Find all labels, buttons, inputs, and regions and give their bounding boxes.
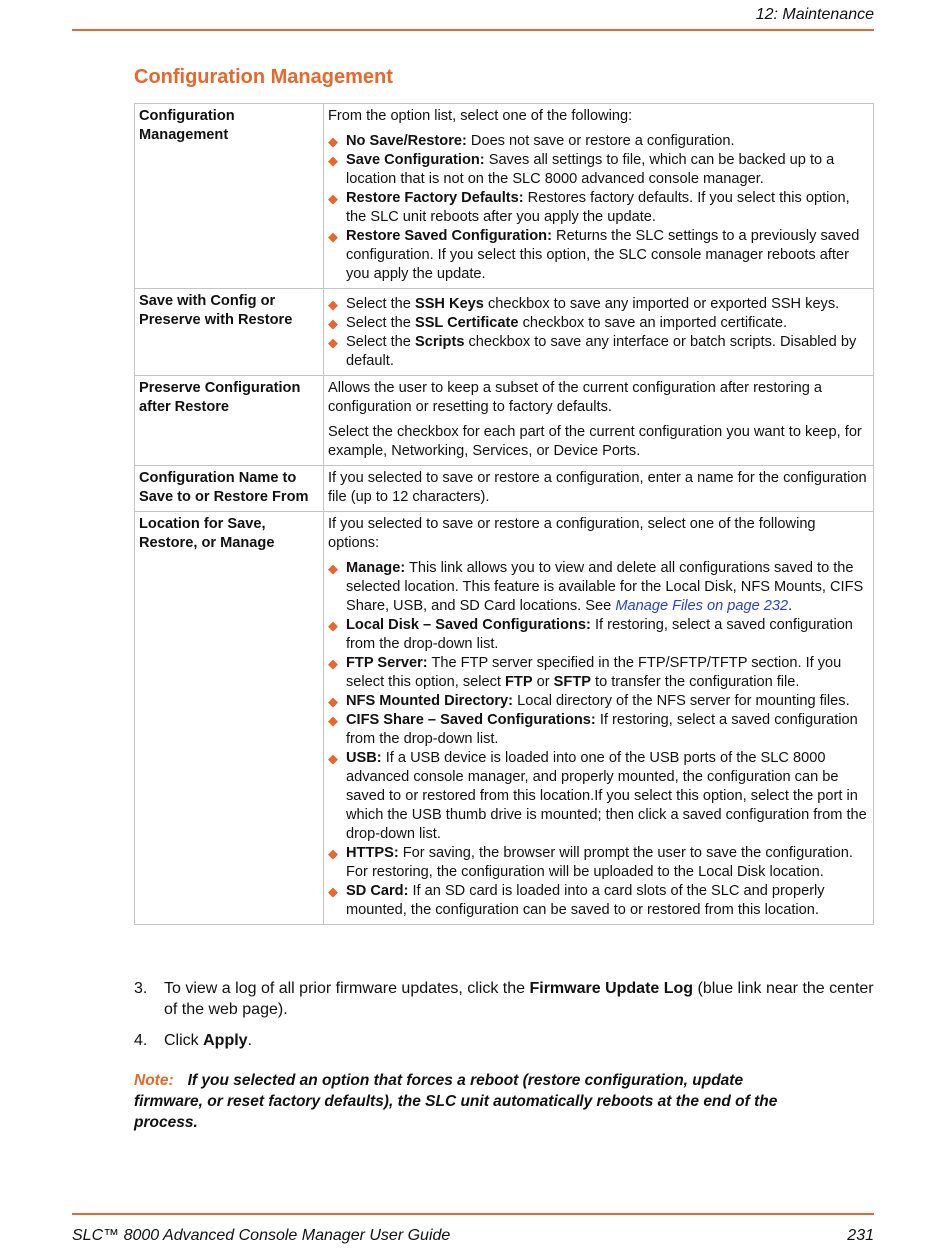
bullet-list (328, 295, 869, 371)
item-term: Scripts (414, 334, 465, 350)
table-row (135, 376, 874, 466)
diamond-bullet-icon: ◆ (328, 713, 338, 728)
step-4 (134, 1030, 874, 1051)
step-3 (134, 978, 874, 1020)
list-item (328, 314, 869, 333)
item-text: Saves all settings to file, which can be backed up to a location that is not on the SLC 8000 advanced console manager. (346, 152, 835, 187)
item-text: Restores factory defaults. If you select this option, the SLC unit reboots after you apply the update. (346, 190, 850, 225)
item-term: SSL Certificate (414, 315, 519, 331)
list-item (328, 692, 869, 711)
diamond-bullet-icon: ◆ (328, 846, 338, 861)
item-text: Does not save or restore a configuration. (466, 133, 735, 149)
item-text: or (532, 674, 554, 690)
header-rule (72, 29, 874, 31)
footer-title: SLC™ 8000 Advanced Console Manager User Guide (72, 1227, 451, 1244)
note-label: Note: (134, 1072, 174, 1089)
diamond-bullet-icon: ◆ (328, 297, 338, 312)
item-term: FTP (505, 674, 533, 690)
item-term: NFS Mounted Directory: (346, 693, 514, 709)
firmware-update-log-label: Firmware Update Log (529, 980, 694, 997)
row-description (324, 466, 874, 512)
step-text-end: . (247, 1032, 253, 1049)
list-item (328, 559, 869, 616)
list-item (328, 616, 869, 654)
chapter-header: 12: Maintenance (755, 6, 874, 23)
diamond-bullet-icon: ◆ (328, 884, 338, 899)
item-term: CIFS Share – Saved Configurations: (346, 712, 596, 728)
list-item (328, 189, 869, 227)
list-item (328, 151, 869, 189)
diamond-bullet-icon: ◆ (328, 656, 338, 671)
row-label: Configuration Management (135, 104, 324, 289)
item-term: HTTPS: (346, 845, 399, 861)
item-term: No Save/Restore: (346, 133, 467, 149)
item-text: If restoring, select a saved configuration from the drop-down list. (346, 712, 858, 747)
item-term: USB: (346, 750, 382, 766)
table-row (135, 289, 874, 376)
item-text: If restoring, select a saved configuration from the drop-down list. (346, 617, 853, 652)
table-row (135, 104, 874, 289)
diamond-bullet-icon: ◆ (328, 751, 338, 766)
item-text: For saving, the browser will prompt the user to save the configuration. For restoring, the configuration will be uploaded to the Local Disk location. (346, 845, 853, 880)
item-text: This link allows you to view and delete all configurations saved to the selected location. This feature is available for the Local Disk, NFS Mounts, CIFS Share, USB, and SD Card locations. See (346, 560, 864, 614)
diamond-bullet-icon: ◆ (328, 335, 338, 350)
configuration-table (134, 103, 874, 925)
diamond-bullet-icon: ◆ (328, 316, 338, 331)
row-label: Configuration Name to Save to or Restore From (135, 466, 324, 512)
bullet-list (328, 559, 869, 920)
list-item (328, 654, 869, 692)
diamond-bullet-icon: ◆ (328, 694, 338, 709)
bullet-list (328, 132, 869, 284)
item-text: The FTP server specified in the FTP/SFTP/TFTP section. If you select this option, select (346, 655, 842, 690)
item-term: SSH Keys (414, 296, 484, 312)
item-term: Restore Saved Configuration: (346, 228, 552, 244)
step-number: 4. (134, 1032, 148, 1049)
diamond-bullet-icon: ◆ (328, 191, 338, 206)
row-label: Save with Config or Preserve with Restore (135, 289, 324, 376)
list-item (328, 844, 869, 882)
item-text: Local directory of the NFS server for mounting files. (513, 693, 850, 709)
page-number: 231 (847, 1227, 874, 1244)
step-text: To view a log of all prior firmware updates, click the (164, 980, 530, 997)
manage-files-link[interactable]: Manage Files on page 232 (615, 598, 789, 614)
item-text: checkbox to save any imported or exported SSH keys. (483, 296, 840, 312)
description-paragraph: If you selected to save or restore a configuration, enter a name for the configuration file (up to 12 characters). (328, 470, 867, 505)
description-paragraph: Select the checkbox for each part of the current configuration you want to keep, for example, Networking, Services, or Device Ports. (328, 424, 862, 459)
item-text: checkbox to save an imported certificate. (518, 315, 788, 331)
row-description (324, 289, 874, 376)
diamond-bullet-icon: ◆ (328, 229, 338, 244)
list-item (328, 882, 869, 920)
description-paragraph: From the option list, select one of the following: (328, 108, 633, 124)
step-text-end: (blue link near the center of the web page). (164, 980, 874, 1018)
footer-rule (72, 1213, 874, 1215)
row-description (324, 512, 874, 925)
item-term: Manage: (346, 560, 406, 576)
description-paragraph: Allows the user to keep a subset of the current configuration after restoring a configuration or resetting to factory defaults. (328, 380, 823, 415)
row-label: Location for Save, Restore, or Manage (135, 512, 324, 925)
note-text: If you selected an option that forces a reboot (restore configuration, update firmware, or reset factory defaults), the SLC unit automatically reboots at the end of the process. (134, 1072, 778, 1131)
description-paragraph: If you selected to save or restore a configuration, select one of the following options: (328, 516, 816, 551)
note (134, 1070, 814, 1133)
item-term: SD Card: (346, 883, 409, 899)
item-text: checkbox to save any interface or batch scripts. Disabled by default. (346, 334, 857, 369)
item-term: Local Disk – Saved Configurations: (346, 617, 591, 633)
diamond-bullet-icon: ◆ (328, 618, 338, 633)
item-text: If an SD card is loaded into a card slots of the SLC and properly mounted, the configuration can be saved to or restored from this location. (346, 883, 825, 918)
row-description (324, 376, 874, 466)
item-term: FTP Server: (346, 655, 428, 671)
item-text: Returns the SLC settings to a previously saved configuration. If you select this option, the SLC console manager reboots after you apply the update. (346, 228, 860, 282)
apply-label: Apply (203, 1032, 248, 1049)
item-text: Select the (346, 315, 415, 331)
section-title: Configuration Management (134, 66, 393, 88)
list-item (328, 749, 869, 844)
item-term: SFTP (553, 674, 591, 690)
steps-list (134, 978, 874, 1061)
diamond-bullet-icon: ◆ (328, 561, 338, 576)
table-row (135, 512, 874, 925)
item-term: Save Configuration: (346, 152, 485, 168)
item-text: Select the (346, 296, 415, 312)
list-item (328, 295, 869, 314)
item-text: to transfer the configuration file. (590, 674, 800, 690)
list-item (328, 711, 869, 749)
diamond-bullet-icon: ◆ (328, 134, 338, 149)
list-item (328, 132, 869, 151)
item-text: Select the (346, 334, 415, 350)
table-row (135, 466, 874, 512)
row-label: Preserve Configuration after Restore (135, 376, 324, 466)
item-text: If a USB device is loaded into one of the USB ports of the SLC 8000 advanced console manager, and properly mounted, the configuration can be saved to or restored from this location.If you select this option, select the port in which the USB thumb drive is mounted; then click a saved configuration from the drop-down list. (346, 750, 867, 842)
item-term: Restore Factory Defaults: (346, 190, 524, 206)
step-text: Click (164, 1032, 204, 1049)
step-number: 3. (134, 980, 148, 997)
item-text: . (788, 598, 793, 614)
list-item (328, 227, 869, 284)
list-item (328, 333, 869, 371)
row-description (324, 104, 874, 289)
diamond-bullet-icon: ◆ (328, 153, 338, 168)
